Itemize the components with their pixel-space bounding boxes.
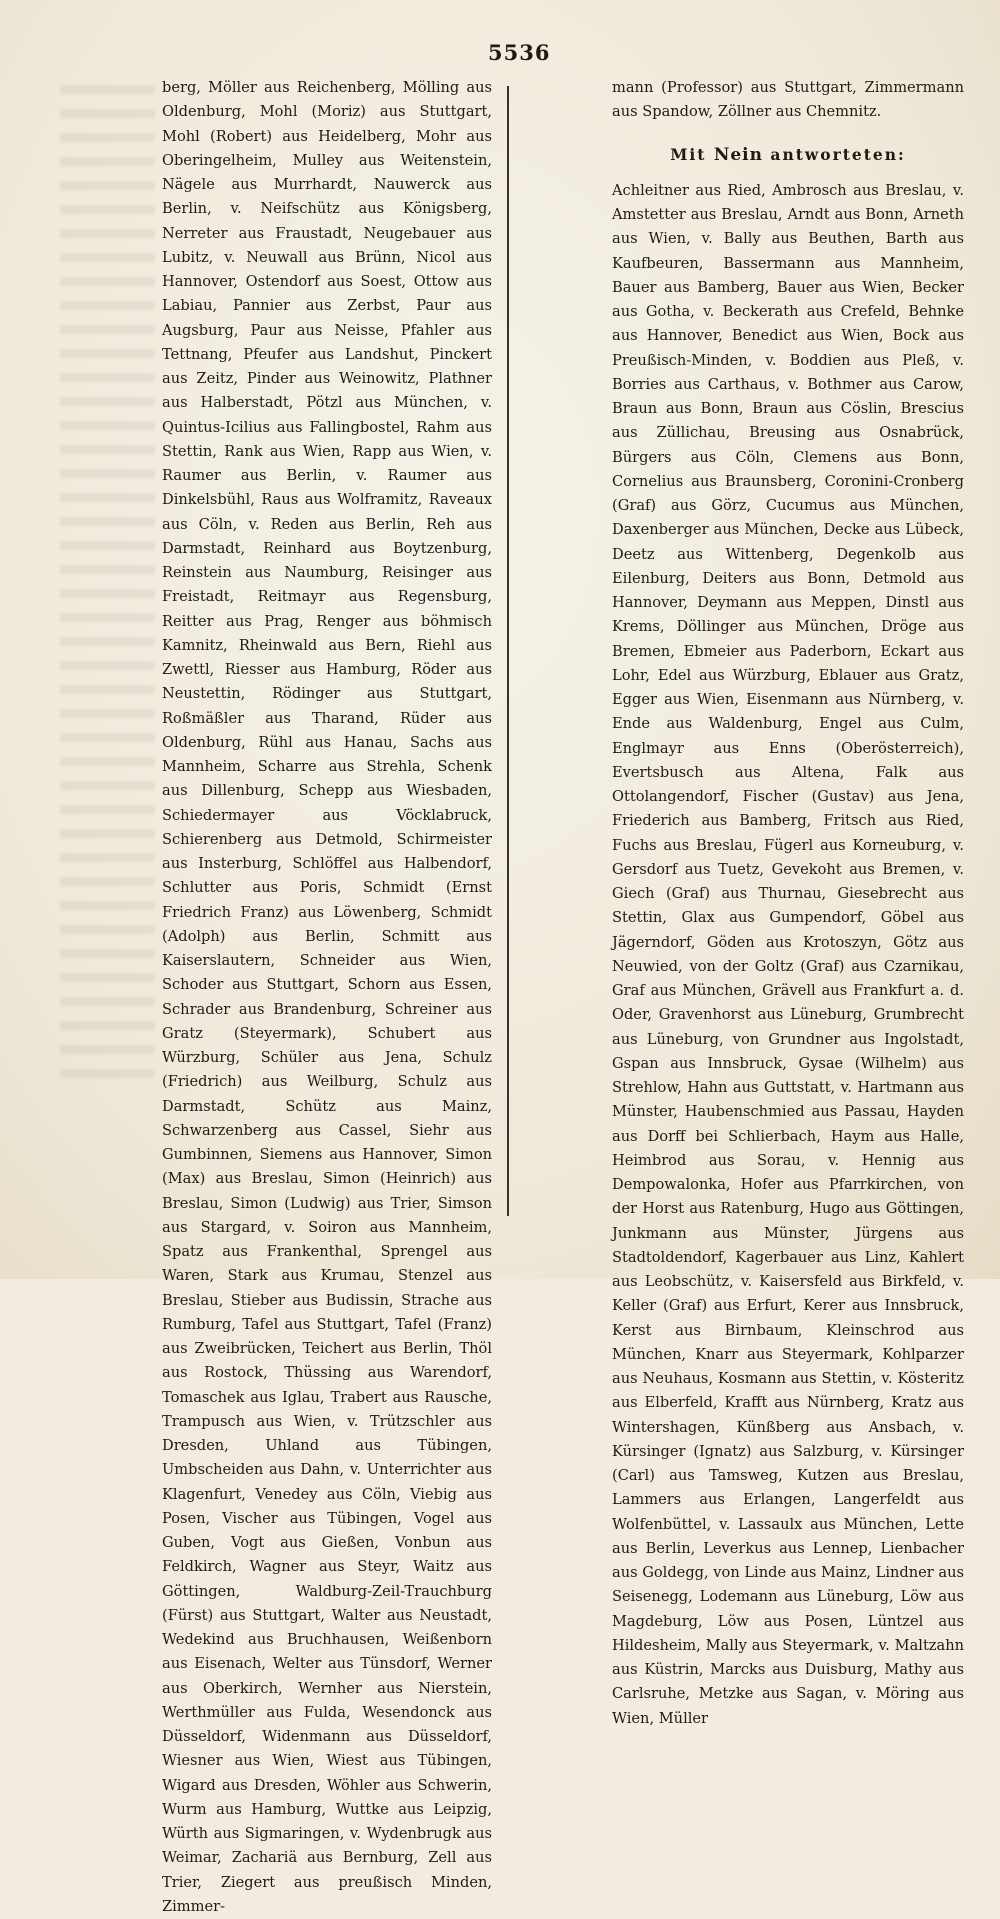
- left-column-text: berg, Möller aus Reichenberg, Mölling aus Oldenburg, Mohl (Moriz) aus Stuttgart, Mohl (Robert) aus Heidelberg, Mohr aus Oberingelheim, Mulley aus Weitenstein, Nägele aus Murrhardt, Nauwerck aus Berlin, v. Neifschütz aus Königsberg, Nerreter aus Fraustadt, Neugebauer aus Lubitz, v. Neuwall aus Brünn, Nicol aus Hannover, Ostendorf aus Soest, Ottow aus Labiau, Pannier aus Zerbst, Paur aus Augsburg, Paur aus Neisse, Pfahler aus Tettnang, Pfeufer aus Landshut, Pinckert aus Zeitz, Pinder aus Weinowitz, Plathner aus Halberstadt, Pötzl aus München, v. Quintus-Icilius aus Fallingbostel, Rahm aus Stettin, Rank aus Wien, Rapp aus Wien, v. Raumer aus Berlin, v. Raumer aus Dinkelsbühl, Raus aus Wolframitz, Raveaux aus Cöln, v. Reden aus Berlin, Reh aus Darmstadt, Reinhard aus Boytzenburg, Reinstein aus Naumburg, Reisinger aus Freistadt, Reitmayr aus Regensburg, Reitter aus Prag, Renger aus böhmisch Kamnitz, Rheinwald aus Bern, Riehl aus Zwettl, Riesser aus Hamburg, Röder aus Neustettin, Rödinger aus Stuttgart, Roßmäßler aus Tharand, Rüder aus Oldenburg, Rühl aus Hanau, Sachs aus Mannheim, Scharre aus Strehla, Schenk aus Dillenburg, Schepp aus Wiesbaden, Schiedermayer aus Vöcklabruck, Schierenberg aus Detmold, Schirmeister aus Insterburg, Schlöffel aus Halbendorf, Schlutter aus Poris, Schmidt (Ernst Friedrich Franz) aus Löwenberg, Schmidt (Adolph) aus Berlin, Schmitt aus Kaiserslautern, Schneider aus Wien, Schoder aus Stuttgart, Schorn aus Essen, Schrader aus Brandenburg, Schreiner aus Gratz (Steyermark), Schubert aus Würzburg, Schüler aus Jena, Schulz (Friedrich) aus Weilburg, Schulz aus Darmstadt, Schütz aus Mainz, Schwarzenberg aus Cassel, Siehr aus Gumbinnen, Siemens aus Hannover, Simon (Max) aus Breslau, Simon (Heinrich) aus Breslau, Simon (Ludwig) aus Trier, Simson aus Stargard, v. Soiron aus Mannheim, Spatz aus Frankenthal, Sprengel aus Waren, Stark aus Krumau, Stenzel aus Breslau, Stieber aus Budissin, Strache aus Rumburg, Tafel aus Stuttgart, Tafel (Franz) aus Zweibrücken, Teichert aus Berlin, Thöl aus Rostock, Thüssing aus Warendorf, Tomaschek aus Iglau, Trabert aus Rausche, Trampusch aus Wien, v. Trützschler aus Dresden, Uhland aus Tübingen, Umbscheiden aus Dahn, v. Unterrichter aus Klagenfurt, Venedey aus Cöln, Viebig aus Posen, Vischer aus Tübingen, Vogel aus Guben, Vogt aus Gießen, Vonbun aus Feldkirch, Wagner aus Steyr, Waitz aus Göttingen, Waldburg-Zeil-Trauchburg (Fürst) aus Stuttgart, Walter aus Neustadt, Wedekind aus Bruchhausen, Weißenborn aus Eisenach, Welter aus Tünsdorf, Werner aus Oberkirch, Wernher aus Nierstein, Werthmüller aus Fulda, Wesendonck aus Düsseldorf, Widenmann aus Düsseldorf, Wiesner aus Wien, Wiest aus Tübingen, Wigard aus Dresden, Wöhler aus Schwerin, Wurm aus Hamburg, Wuttke aus Leipzig, Würth aus Sigmaringen, v. Wydenbrugk aus Weimar, Zachariä aus Bernburg, Zell aus Trier, Ziegert aus preußisch Minden, Zimmer-: [162, 79, 492, 1915]
- right-column: [612, 76, 964, 1731]
- left-column: [162, 76, 492, 1919]
- column-divider: [507, 86, 509, 1216]
- heading-suffix: antworteten:: [770, 144, 906, 164]
- vote-heading: [612, 143, 964, 167]
- heading-prefix: Mit: [670, 144, 707, 164]
- heading-nein: Nein: [713, 144, 764, 165]
- right-column-top-text: mann (Professor) aus Stuttgart, Zimmermann aus Spandow, Zöllner aus Chemnitz.: [612, 79, 964, 121]
- show-through-shadow: [60, 85, 155, 1085]
- right-column-text: Achleitner aus Ried, Ambrosch aus Breslau, v. Amstetter aus Breslau, Arndt aus Bonn, Arneth aus Wien, v. Bally aus Beuthen, Barth aus Kaufbeuren, Bassermann aus Mannheim, Bauer aus Bamberg, Bauer aus Wien, Becker aus Gotha, v. Beckerath aus Crefeld, Behnke aus Hannover, Benedict aus Wien, Bock aus Preußisch-Minden, v. Boddien aus Pleß, v. Borries aus Carthaus, v. Bothmer aus Carow, Braun aus Bonn, Braun aus Cöslin, Brescius aus Züllichau, Breusing aus Osnabrück, Bürgers aus Cöln, Clemens aus Bonn, Cornelius aus Braunsberg, Coronini-Cronberg (Graf) aus Görz, Cucumus aus München, Daxenberger aus München, Decke aus Lübeck, Deetz aus Wittenberg, Degenkolb aus Eilenburg, Deiters aus Bonn, Detmold aus Hannover, Deymann aus Meppen, Dinstl aus Krems, Döllinger aus München, Dröge aus Bremen, Ebmeier aus Paderborn, Eckart aus Lohr, Edel aus Würzburg, Eblauer aus Gratz, Egger aus Wien, Eisenmann aus Nürnberg, v. Ende aus Waldenburg, Engel aus Culm, Englmayr aus Enns (Oberösterreich), Evertsbusch aus Altena, Falk aus Ottolangendorf, Fischer (Gustav) aus Jena, Friederich aus Bamberg, Fritsch aus Ried, Fuchs aus Breslau, Fügerl aus Korneuburg, v. Gersdorf aus Tuetz, Gevekoht aus Bremen, v. Giech (Graf) aus Thurnau, Giesebrecht aus Stettin, Glax aus Gumpendorf, Göbel aus Jägerndorf, Göden aus Krotoszyn, Götz aus Neuwied, von der Goltz (Graf) aus Czarnikau, Graf aus München, Grävell aus Frankfurt a. d. Oder, Gravenhorst aus Lüneburg, Grumbrecht aus Lüneburg, von Grundner aus Ingolstadt, Gspan aus Innsbruck, Gysae (Wilhelm) aus Strehlow, Hahn aus Guttstatt, v. Hartmann aus Münster, Haubenschmied aus Passau, Hayden aus Dorff bei Schlierbach, Haym aus Halle, Heimbrod aus Sorau, v. Hennig aus Dempowalonka, Hofer aus Pfarrkirchen, von der Horst aus Ratenburg, Hugo aus Göttingen, Junkmann aus Münster, Jürgens aus Stadtoldendorf, Kagerbauer aus Linz, Kahlert aus Leobschütz, v. Kaisersfeld aus Birkfeld, v. Keller (Graf) aus Erfurt, Kerer aus Innsbruck, Kerst aus Birnbaum, Kleinschrod aus München, Knarr aus Steyermark, Kohlparzer aus Neuhaus, Kosmann aus Stettin, v. Kösteritz aus Elberfeld, Krafft aus Nürnberg, Kratz aus Wintershagen, Künßberg aus Ansbach, v. Kürsinger (Ignatz) aus Salzburg, v. Kürsinger (Carl) aus Tamsweg, Kutzen aus Breslau, Lammers aus Erlangen, Langerfeldt aus Wolfenbüttel, v. Lassaulx aus München, Lette aus Berlin, Leverkus aus Lennep, Lienbacher aus Goldegg, von Linde aus Mainz, Lindner aus Seisenegg, Lodemann aus Lüneburg, Löw aus Magdeburg, Löw aus Posen, Lüntzel aus Hildesheim, Mally aus Steyermark, v. Maltzahn aus Küstrin, Marcks aus Duisburg, Mathy aus Carlsruhe, Metzke aus Sagan, v. Möring aus Wien, Müller: [612, 181, 964, 1727]
- page-number: 5536: [488, 40, 551, 65]
